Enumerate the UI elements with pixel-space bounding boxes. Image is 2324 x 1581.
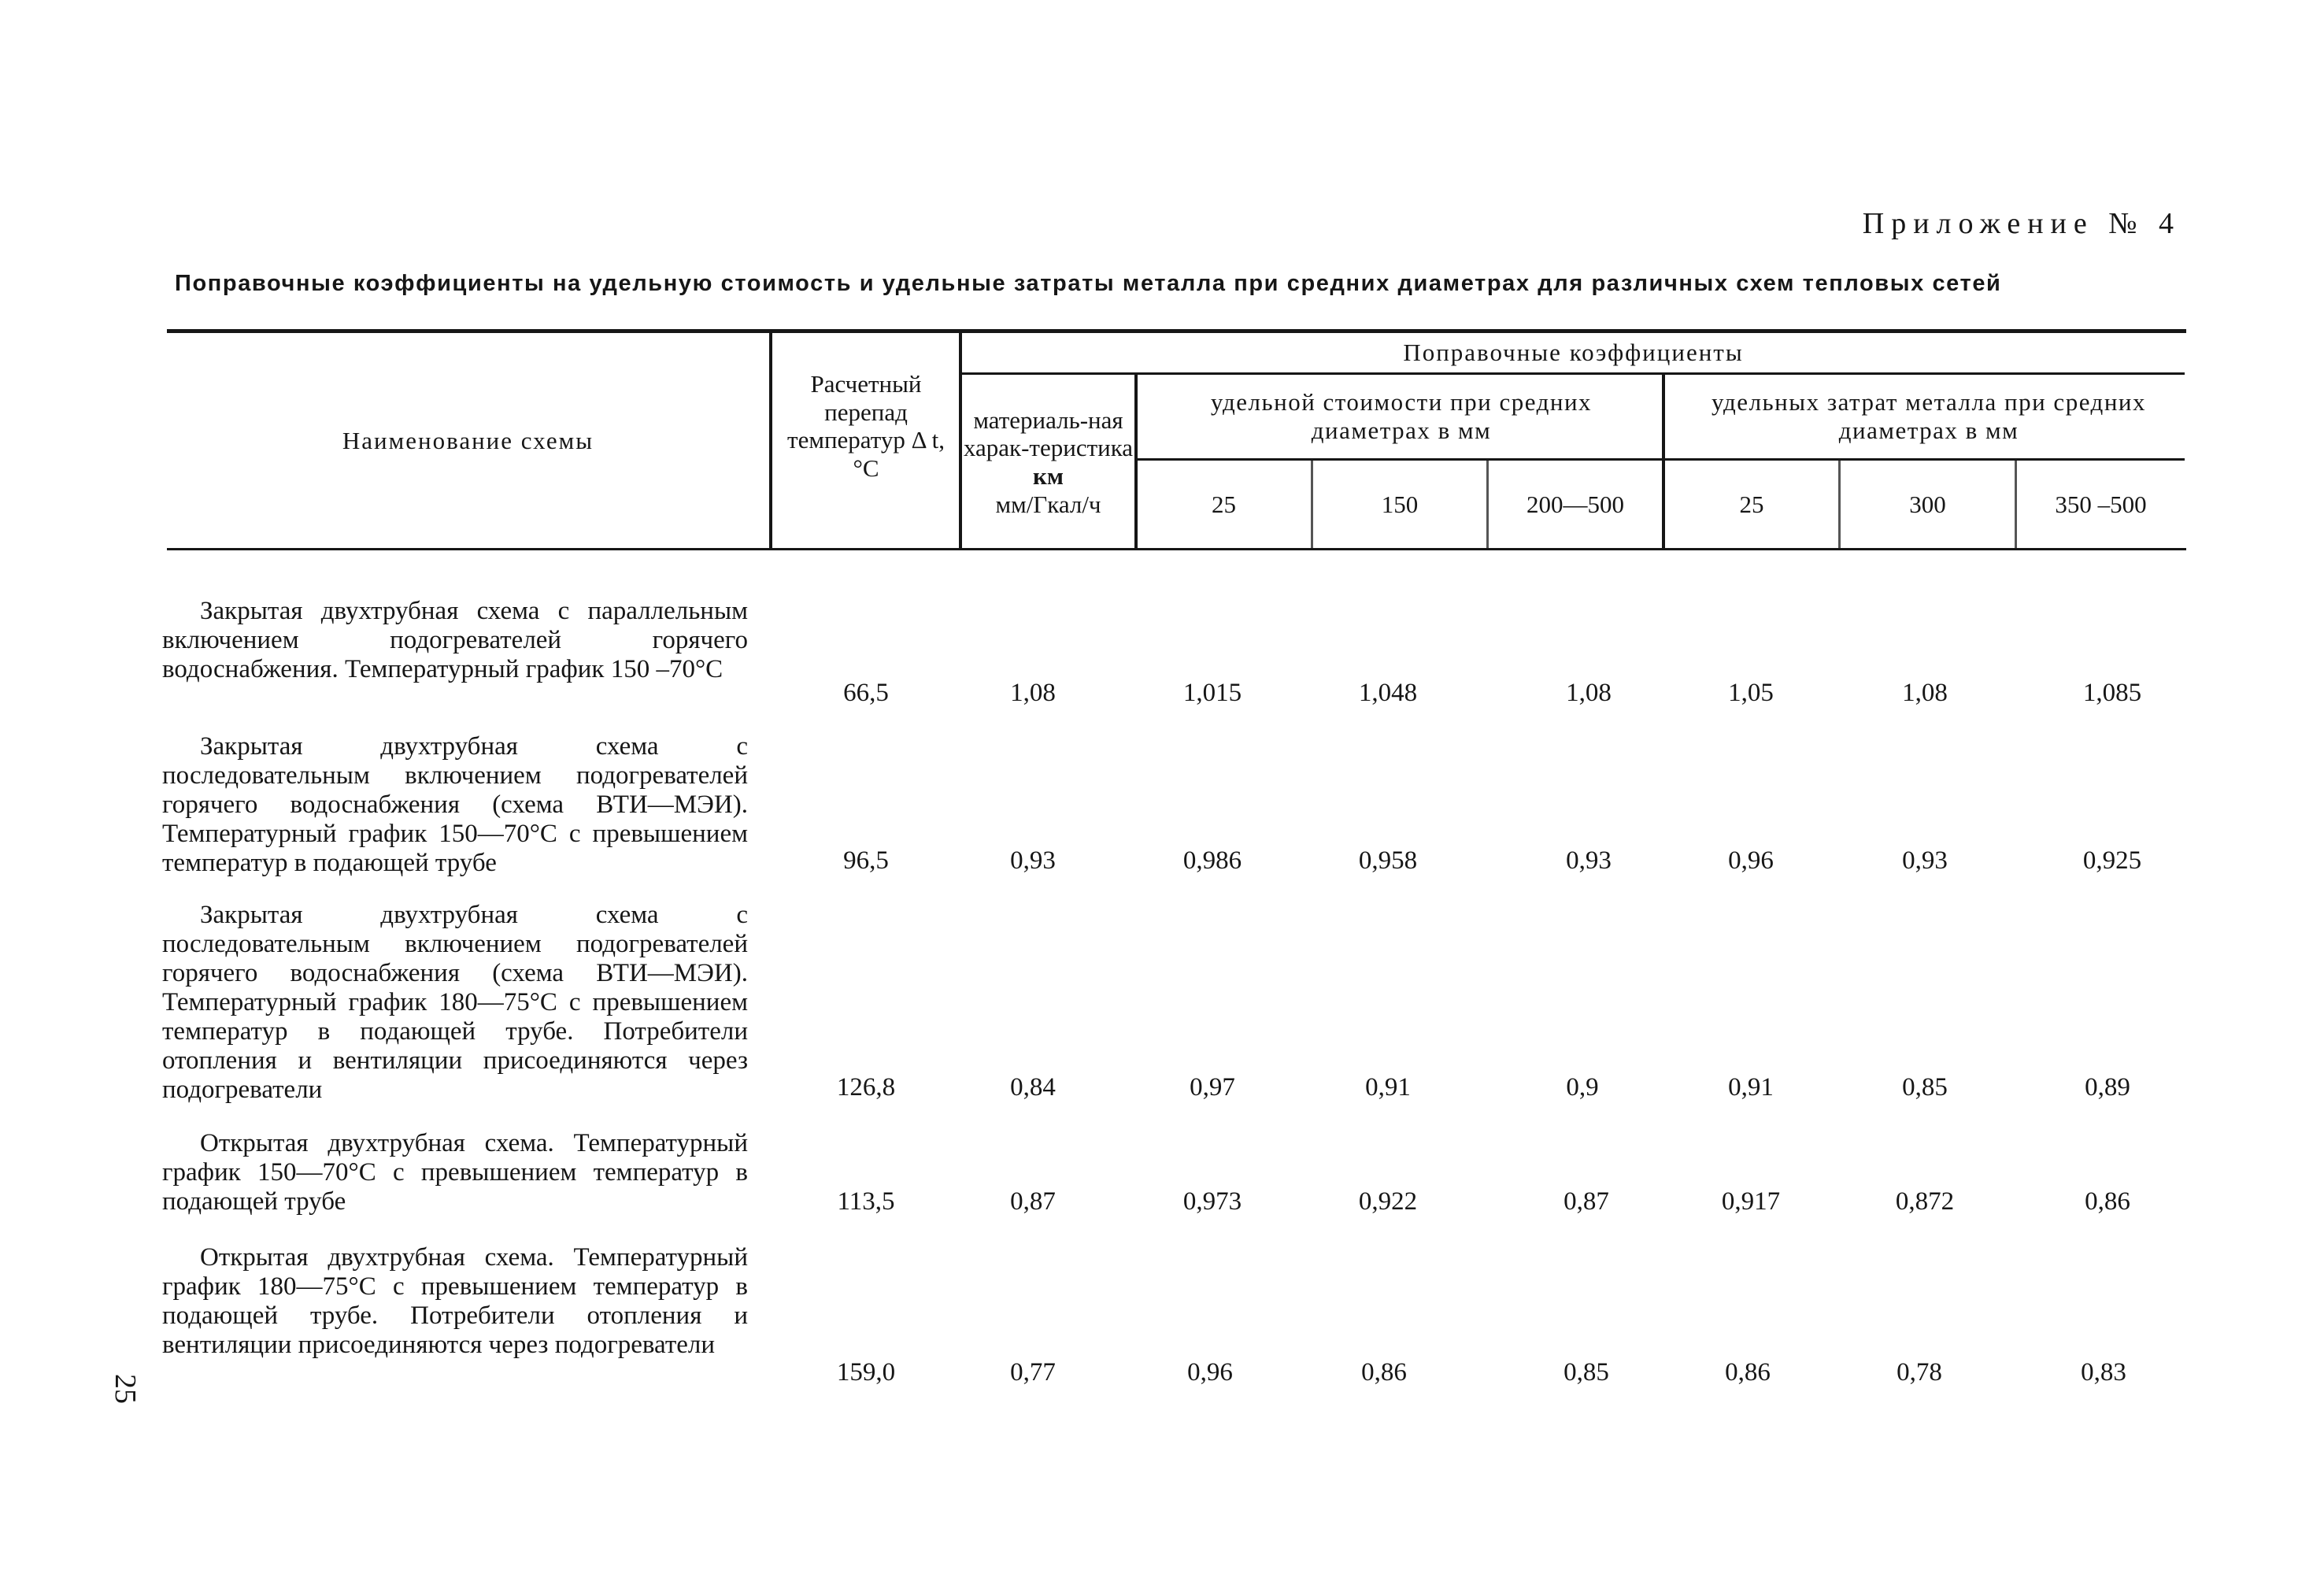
table-row-metal-d3: 0,86 (2085, 1187, 2130, 1216)
table-row-material: 0,77 (1010, 1358, 1056, 1387)
column-header-metal-d3: 350 –500 (2055, 490, 2147, 518)
table-row-name: Открытая двухтрубная схема. Температурный график 150—70°С с превышением температур в подающей трубе (162, 1129, 748, 1216)
table-row-metal-d1: 1,05 (1728, 679, 1774, 707)
table-row-material: 0,87 (1010, 1187, 1056, 1216)
table-row-metal-d1: 0,917 (1721, 1187, 1781, 1216)
table-row-name: Открытая двухтрубная схема. Температурный график 180—75°С с превышением температур в подающей трубе. Потребители отопления и вентиляции присоединяются через подогреватели (162, 1243, 748, 1359)
table-row-metal-d3: 0,83 (2081, 1358, 2126, 1387)
column-group-correction-factors: Поправочные коэффициенты (1403, 339, 1744, 367)
table-row-name: Закрытая двухтрубная схема с последовательным включением подогревателей горячего водоснабжения (схема ВТИ—МЭИ). Температурный график 150—70°С с превышением температур в подающей трубе (162, 732, 748, 877)
table-row-cost-d3: 0,85 (1564, 1358, 1609, 1387)
column-group-cost: удельной стоимости при средних диаметрах в мм (1210, 388, 1593, 444)
table-row-metal-d1: 0,86 (1725, 1358, 1771, 1387)
material-unit-mm-gcal: мм/Гкал/ч (995, 490, 1101, 518)
table-row-material: 0,93 (1010, 846, 1056, 875)
table-row-cost-d2: 0,86 (1361, 1358, 1407, 1387)
table-row-metal-d1: 0,96 (1728, 846, 1774, 875)
table-row-material: 1,08 (1010, 679, 1056, 707)
table-row-cost-d3: 0,93 (1566, 846, 1612, 875)
material-unit-km: км (1033, 462, 1064, 490)
table-row-metal-d2: 0,78 (1897, 1358, 1942, 1387)
table-row-delta-t: 66,5 (843, 679, 889, 707)
table-row-delta-t: 96,5 (843, 846, 889, 875)
table-row-delta-t: 126,8 (836, 1073, 896, 1102)
table-row-cost-d1: 0,97 (1190, 1073, 1235, 1102)
column-header-delta-t: Расчетный перепад температур Δ t, °С (787, 370, 945, 482)
column-header-cost-d2: 150 (1381, 490, 1419, 518)
header-bottom-rule (167, 548, 2186, 550)
table-row-cost-d3: 1,08 (1566, 679, 1612, 707)
table-caption: Поправочные коэффициенты на удельную стоимость и удельные затраты металла при средних диаметрах для различных схем тепловых сетей (175, 271, 2002, 296)
page-number: 25 (109, 1374, 142, 1404)
column-header-cost-d1: 25 (1212, 490, 1236, 518)
divider-name-delta (769, 332, 772, 548)
table-row-delta-t: 159,0 (836, 1358, 896, 1387)
table-row-cost-d2: 0,922 (1358, 1187, 1418, 1216)
table-row-metal-d3: 0,89 (2085, 1073, 2130, 1102)
table-row-name: Закрытая двухтрубная схема с последовательным включением подогревателей горячего водоснабжения (схема ВТИ—МЭИ). Температурный график 180—75°С с превышением температур в подающей трубе. Потребители отопления и вентиляции присоединяются через подогреватели (162, 901, 748, 1104)
table-row-metal-d2: 1,08 (1902, 679, 1948, 707)
table-row-metal-d2: 0,85 (1902, 1073, 1948, 1102)
table-row-material: 0,84 (1010, 1073, 1056, 1102)
column-header-name: Наименование схемы (342, 426, 594, 454)
table-row-metal-d1: 0,91 (1728, 1073, 1774, 1102)
table-row-cost-d1: 0,986 (1182, 846, 1242, 875)
table-row-delta-t: 113,5 (837, 1187, 895, 1216)
table-row-metal-d2: 0,872 (1895, 1187, 1955, 1216)
table-row-cost-d1: 1,015 (1182, 679, 1242, 707)
table-row-cost-d1: 0,96 (1187, 1358, 1233, 1387)
column-header-metal-d1: 25 (1739, 490, 1764, 518)
group-header-rule (961, 372, 2185, 375)
table-row-cost-d3: 0,9 (1566, 1073, 1599, 1102)
column-header-cost-d3: 200—500 (1527, 490, 1624, 518)
table-row-cost-d2: 1,048 (1358, 679, 1418, 707)
table-row-metal-d3: 1,085 (2082, 679, 2142, 707)
table-row-cost-d2: 0,958 (1358, 846, 1418, 875)
table-row-cost-d1: 0,973 (1182, 1187, 1242, 1216)
table-row-metal-d2: 0,93 (1902, 846, 1948, 875)
column-header-material (962, 378, 1134, 546)
column-group-metal: удельных затрат металла при средних диаметрах в мм (1711, 388, 2146, 444)
table-row-cost-d3: 0,87 (1564, 1187, 1609, 1216)
table-row-name: Закрытая двухтрубная схема с параллельным включением подогревателей горячего водоснабжения. Температурный график 150 –70°С (162, 597, 748, 683)
appendix-label: Приложение № 4 (1862, 207, 2181, 240)
table-row-cost-d2: 0,91 (1365, 1073, 1411, 1102)
table-row-metal-d3: 0,925 (2082, 846, 2142, 875)
material-label: материаль-ная харак-теристика (963, 405, 1134, 462)
column-header-metal-d2: 300 (1909, 490, 1946, 518)
